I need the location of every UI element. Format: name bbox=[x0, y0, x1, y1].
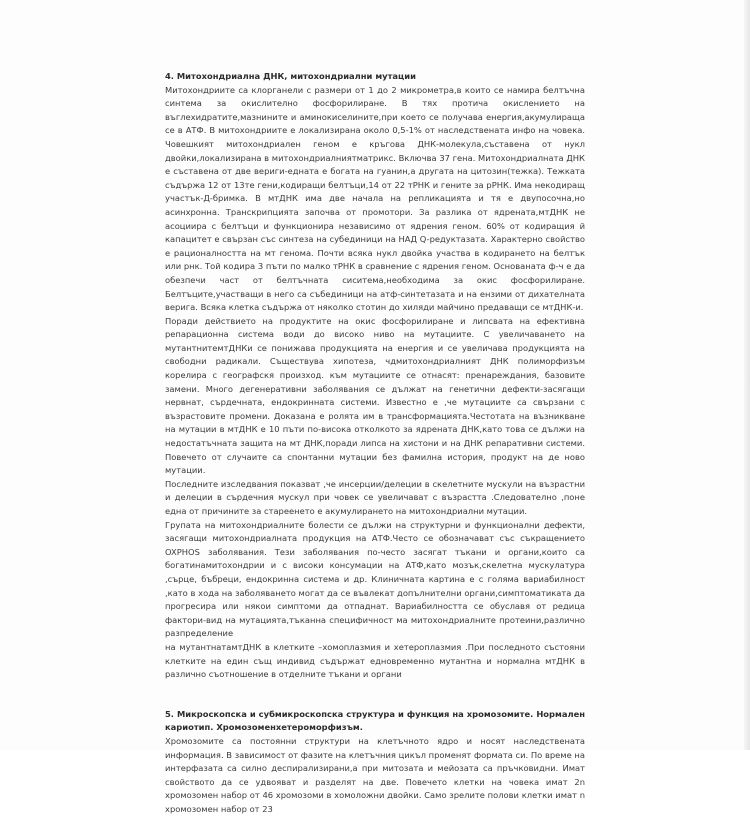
section-4-paragraph-3: Последните изследвания показват ,че инсерции/делеции в скелетните мускули на възрастни и делеции в сърдечния мускул при човек се увеличават с възрастта .Следователно ,поне една от причините за стареенето е акумулирането на митохондриални мутации. bbox=[165, 478, 585, 516]
section-4-paragraph-1: Митохондриите са клорганели с размери от 1 до 2 микрометра,в които се намира белтъчна синтема за окислително фосфорилиране. В тях протича окислението на въглехидратите,мазнините и аминокиселините,при което се получава енергия,акумулираща се в АТФ. В митохондриите е локализирана около 0,5-1% от наследствената инфо на човека. Човешкият митохондриален геном е кръгова ДНК-молекула,съставена от нукл двойки,локализирана в митохондриалниятматрикс. Включва 37 гена. Митохондриалната ДНК е съставена от две вериги-едната е богата на гуанин,а другата на цитозин(тежка). Тежката съдържа 12 от 13те гени,кодиращи белтъци,14 от 22 тРНК и гените за рРНК. Има некодиращ участък-Д-бримка. В мтДНК има две начала на репликацията и тя е двупосочна,но асинхронна. Транскрипцията започва от промотори. За разлика от ядрената,мтДНК не асоциира с белтъци и функционира независимо от ядрения геном. 60% от кодиращия й капацитет е свързан със синтеза на субединици на НАД Q-редуктазата. Характерно свойство е рационалността на мт генома. Почти всяка нукл двойка участва в кодирането на белтък или рнк. Той кодира 3 пъти по малко тРНК в сравнение с ядрения геном. Основаната ф-ч е да обезпечи част от белтъчната сиситема,необходима за окис фосфорилиране. Белтъците,участващи в него са събединици на атф-синтетазата и на ензими от дихателната верига. Всяка клетка съдържа от няколко стотин до хиляди майчино предаващи се мтДНК-и. bbox=[165, 84, 585, 313]
section-5-heading: 5. Микроскопска и субмикроскопска структура и функция на хромозомите. Нормален кариотип. Хромозоменхетероморфизъм. bbox=[165, 708, 585, 733]
document-body bbox=[165, 70, 585, 816]
section-gap bbox=[165, 682, 585, 708]
section-4-paragraph-4: Групата на митохондриалните болести се дължи на структурни и функционални дефекти, засягащи митохондриалната продукция на АТФ.Често се обозначават със съкращението OXPHOS заболявания. Тези заболявания по-често засягат тъкани и органи,които са богатинамитохондрии и с високи консумации на АТФ,като мозък,скелетна мускулатура ,сърце, бъбреци, ендокринна система и др. Клиничната картина е с голяма вариабилност ,като в хода на заболяването могат да се въвлекат допълнителни органи,симптоматиката да прогресира или някои симптоми да отпаднат. Вариабилността се обуславя от редица фактори-вид на мутацията,тъканна специфичност ма митохондриалните протеини,различно разпределение bbox=[165, 519, 585, 639]
page-edge bbox=[744, 0, 750, 750]
section-5-paragraph-1: Хромозомите са постоянни структури на клетъчното ядро и носят наследствената информация. В зависимост от фазите на клетъчния цикъл променят формата си. По време на интерфазата са силно деспирализирани,а при митозата и мейозата са пръчковидни. Имат свойството да се удвояват и разделят на две. Повечето клетки на човека имат 2n хромозомен набор от 46 хромозоми в хомоложни двойки. Само зрелите полови клетки имат n хромозомен набор от 23 bbox=[165, 735, 585, 814]
section-4-paragraph-5: на мутантнатамтДНК в клетките –хомоплазмия и хетероплазмия .При последното състояни клетките на един същ индивид съдържат едновременно мутантна и нормална мтДНК в различно съотношение в отделните тъкани и органи bbox=[165, 641, 585, 680]
section-4-paragraph-2: Поради действието на продуктите на окис фосфорилиране и липсвата на ефективна репарационна система води до високо ниво на мутациите. С увеличаването на мутантнитемтДНКи се понижава продукцията на енергия и се увеличава продукцията на свободни радикали. Съществува хипотеза, чдмитохондриалният ДНК полиморфизъм корелира с географскя произход. към мутациите се отнасят: пренареждания, базовите замени. Много дегенеративни заболявания се дължат на генетични дефекти-засягащи нервнат, сърдечната, ендокринната системи. Известно е ,че мутациите са свързани с възрастовите промени. Доказана е ролята им в трансформацията.Честотата на възникване на мутации в мтДНК е 10 пъти по-висока отколкото за ядрената ДНК,като това се дължи на недостатъчната защита на мт ДНК,поради липса на хистони и на ДНК репаративни системи. Повечето от случаите са спонтанни мутации без фамилна история, продукт на де ново мутации. bbox=[165, 315, 585, 476]
section-4-heading: 4. Митохондриална ДНК, митохондриални мутации bbox=[165, 71, 416, 81]
